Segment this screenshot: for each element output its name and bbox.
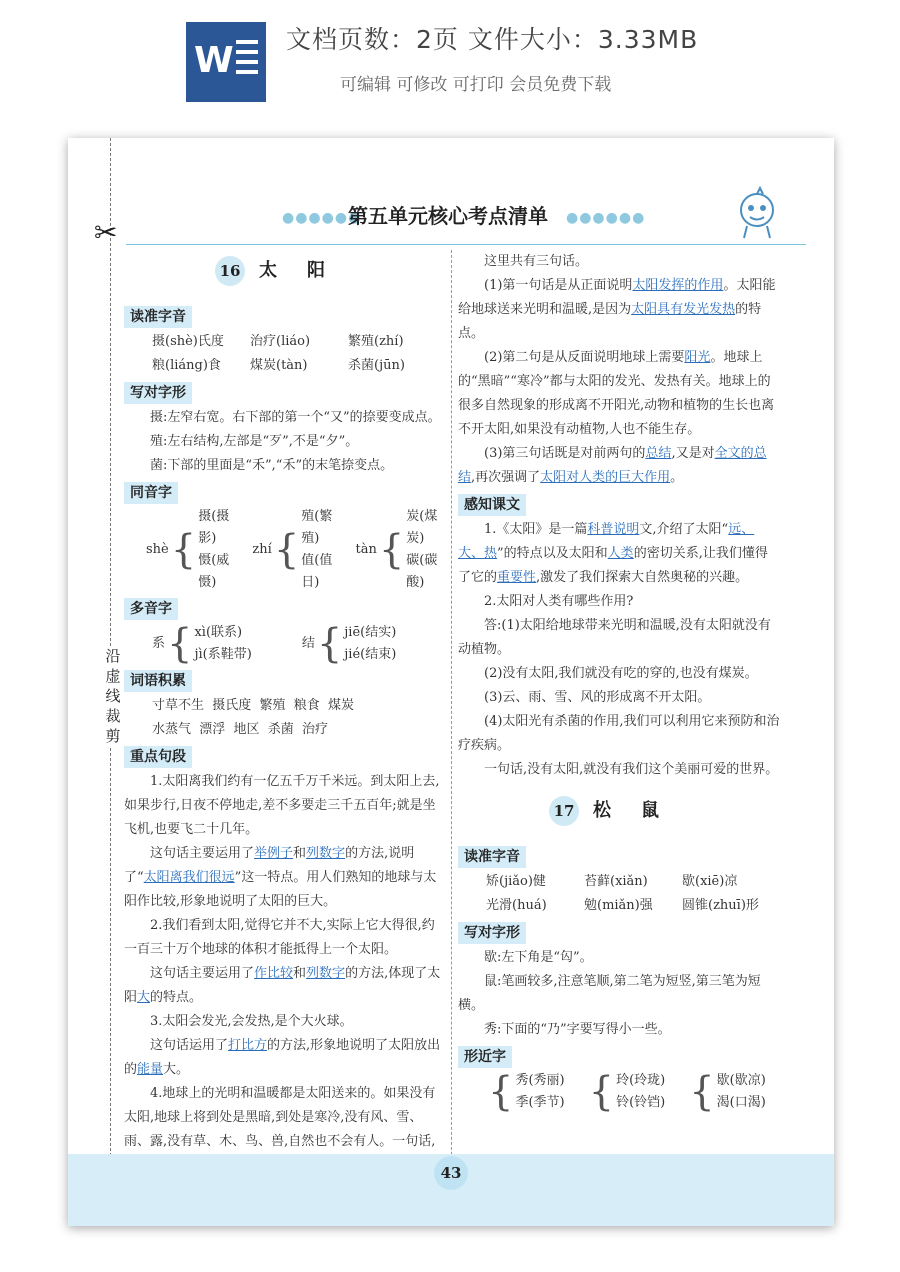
section-character-shape: 写对字形 (124, 382, 192, 404)
key-sentence: 3.太阳会发光,会发热,是个大火球。 (150, 1014, 353, 1029)
unit-title: 第五单元核心考点清单 (348, 204, 548, 228)
cut-instruction: 沿虚线裁剪 (102, 646, 124, 746)
section-pronunciation: 读准字音 (124, 306, 192, 328)
analysis-intro: 这里共有三句话。 (484, 254, 589, 269)
title-rule (126, 244, 806, 245)
homophone-groups: shè { 摄(摄影) 慑(威慑) zhí { 殖(繁殖) 值(值日) tàn { 炭(煤炭) 碳(碳酸) (146, 509, 438, 590)
right-column (458, 250, 780, 1114)
key-sentence: 1.太阳离我们约有一亿五千万千米远。到太阳上去,如果步行,日夜不停地走,差不多要走三千五百年;就是坐飞机,也要飞二十几年。 (124, 774, 440, 837)
document-page (68, 138, 834, 1226)
key-analysis: 这句话主要运用了举例子和列数字的方法,说明了“太阳离我们很远”这一特点。用人们熟知的地球与太阳作比较,形象地说明了太阳的巨大。 (124, 846, 437, 909)
key-sentence: 4.地球上的光明和温暖都是太阳送来的。如果没有太阳,地球上将到处是黑暗,到处是寒冷,没有风、雪、雨、露,没有草、木、鸟、兽,自然也不会有人。一句话, (124, 1086, 436, 1149)
pron-row: 光滑(huá) 勉(miǎn)强 圆锥(zhuī)形 (486, 898, 759, 913)
lesson-number: 17 (549, 796, 579, 826)
left-column (124, 250, 446, 1178)
answer: (2)没有太阳,我们就没有吃的穿的,也没有煤炭。 (484, 666, 758, 681)
answer: (4)太阳光有杀菌的作用,我们可以利用它来预防和治疗疾病。 (458, 714, 780, 753)
similar-char-groups: { 秀(秀丽) 季(季节) { 玲(玲珑) 铃(铃铛) { 歇(歇凉) 渴(口渴) (488, 1069, 766, 1115)
shape-note: 鼠:笔画较多,注意笔顺,第二笔为短竖,第三笔为短横。 (458, 974, 761, 1013)
column-divider (451, 250, 452, 1190)
section-similar-characters: 形近字 (458, 1046, 512, 1068)
section-vocabulary: 词语积累 (124, 670, 192, 692)
lesson-number: 16 (215, 256, 245, 286)
shape-note: 菌:下部的里面是“禾”,“禾”的末笔捺变点。 (150, 458, 394, 473)
vocab-row: 水蒸气 漂浮 地区 杀菌 治疗 (152, 722, 329, 737)
pron-row: 矫(jiǎo)健 苔藓(xiǎn) 歇(xiē)凉 (486, 874, 738, 889)
question: 2.太阳对人类有哪些作用? (484, 594, 634, 609)
analysis-point: (1)第一句话是从正面说明太阳发挥的作用。太阳能给地球送来光明和温暖,是因为太阳具有发光发热的特点。 (458, 278, 776, 341)
perception-point: 1.《太阳》是一篇科普说明文,介绍了太阳“远、大、热”的特点以及太阳和人类的密切关系,让我们懂得了它的重要性,激发了我们探索大自然奥秘的兴趣。 (458, 522, 768, 585)
answer: (3)云、雨、雪、风的形成离不开太阳。 (484, 690, 711, 705)
analysis-point: (3)第三句话既是对前两句的总结,又是对全文的总结,再次强调了太阳对人类的巨大作用。 (458, 446, 767, 485)
document-features: 可编辑 可修改 可打印 会员免费下载 (340, 75, 612, 95)
mascot-icon (732, 186, 782, 242)
section-text-perception: 感知课文 (458, 494, 526, 516)
section-polyphones: 多音字 (124, 598, 178, 620)
section-character-shape: 写对字形 (458, 922, 526, 944)
title-dots-left: ●●●●●● (282, 210, 362, 226)
shape-note: 殖:左右结构,左部是“歹”,不是“夕”。 (150, 434, 359, 449)
section-pronunciation: 读准字音 (458, 846, 526, 868)
section-homophones: 同音字 (124, 482, 178, 504)
page-number: 43 (434, 1156, 468, 1190)
lesson-16-heading (124, 256, 446, 290)
key-analysis: 这句话运用了打比方的方法,形象地说明了太阳放出的能量大。 (124, 1038, 441, 1077)
vocab-row: 寸草不生 摄氏度 繁殖 粮食 煤炭 (152, 698, 355, 713)
lesson-17-heading (458, 796, 780, 830)
title-dots-right: ●●●●●● (566, 210, 646, 226)
lesson-name: 太阳 (259, 260, 355, 281)
lesson-name: 松鼠 (593, 800, 689, 821)
shape-note: 摄:左窄右宽。右下部的第一个“又”的捺要变成点。 (150, 410, 441, 425)
analysis-point: (2)第二句是从反面说明地球上需要阳光。地球上的“黑暗”“寒冷”都与太阳的发光、发热有关。地球上的很多自然现象的形成离不开阳光,动物和植物的生长也离不开太阳,如果没有动植物,人也不能生存。 (458, 350, 775, 437)
answer: 一句话,没有太阳,就没有我们这个美丽可爱的世界。 (484, 762, 779, 777)
answer: 答:(1)太阳给地球带来光明和温暖,没有太阳就没有动植物。 (458, 618, 771, 657)
section-key-sentences: 重点句段 (124, 746, 192, 768)
polyphone-groups: 系 { xì(联系) jì(系鞋带) 结 { jiē(结实) jié(结束) (152, 621, 397, 667)
key-analysis: 这句话主要运用了作比较和列数字的方法,体现了太阳大的特点。 (124, 966, 441, 1005)
download-banner (0, 0, 900, 130)
scissors-icon: ✂ (94, 216, 118, 249)
shape-note: 秀:下面的“乃”字要写得小一些。 (484, 1022, 671, 1037)
shape-note: 歇:左下角是“匃”。 (484, 950, 593, 965)
document-info: 文档页数：2页 文件大小：3.33MB (286, 25, 699, 54)
word-document-icon: W (186, 22, 266, 102)
pron-row: 摄(shè)氏度 治疗(liáo) 繁殖(zhí) (152, 334, 404, 349)
key-sentence: 2.我们看到太阳,觉得它并不大,实际上它大得很,约一百三十万个地球的体积才能抵得上一个太阳。 (124, 918, 435, 957)
pron-row: 粮(liáng)食 煤炭(tàn) 杀菌(jūn) (152, 358, 405, 373)
